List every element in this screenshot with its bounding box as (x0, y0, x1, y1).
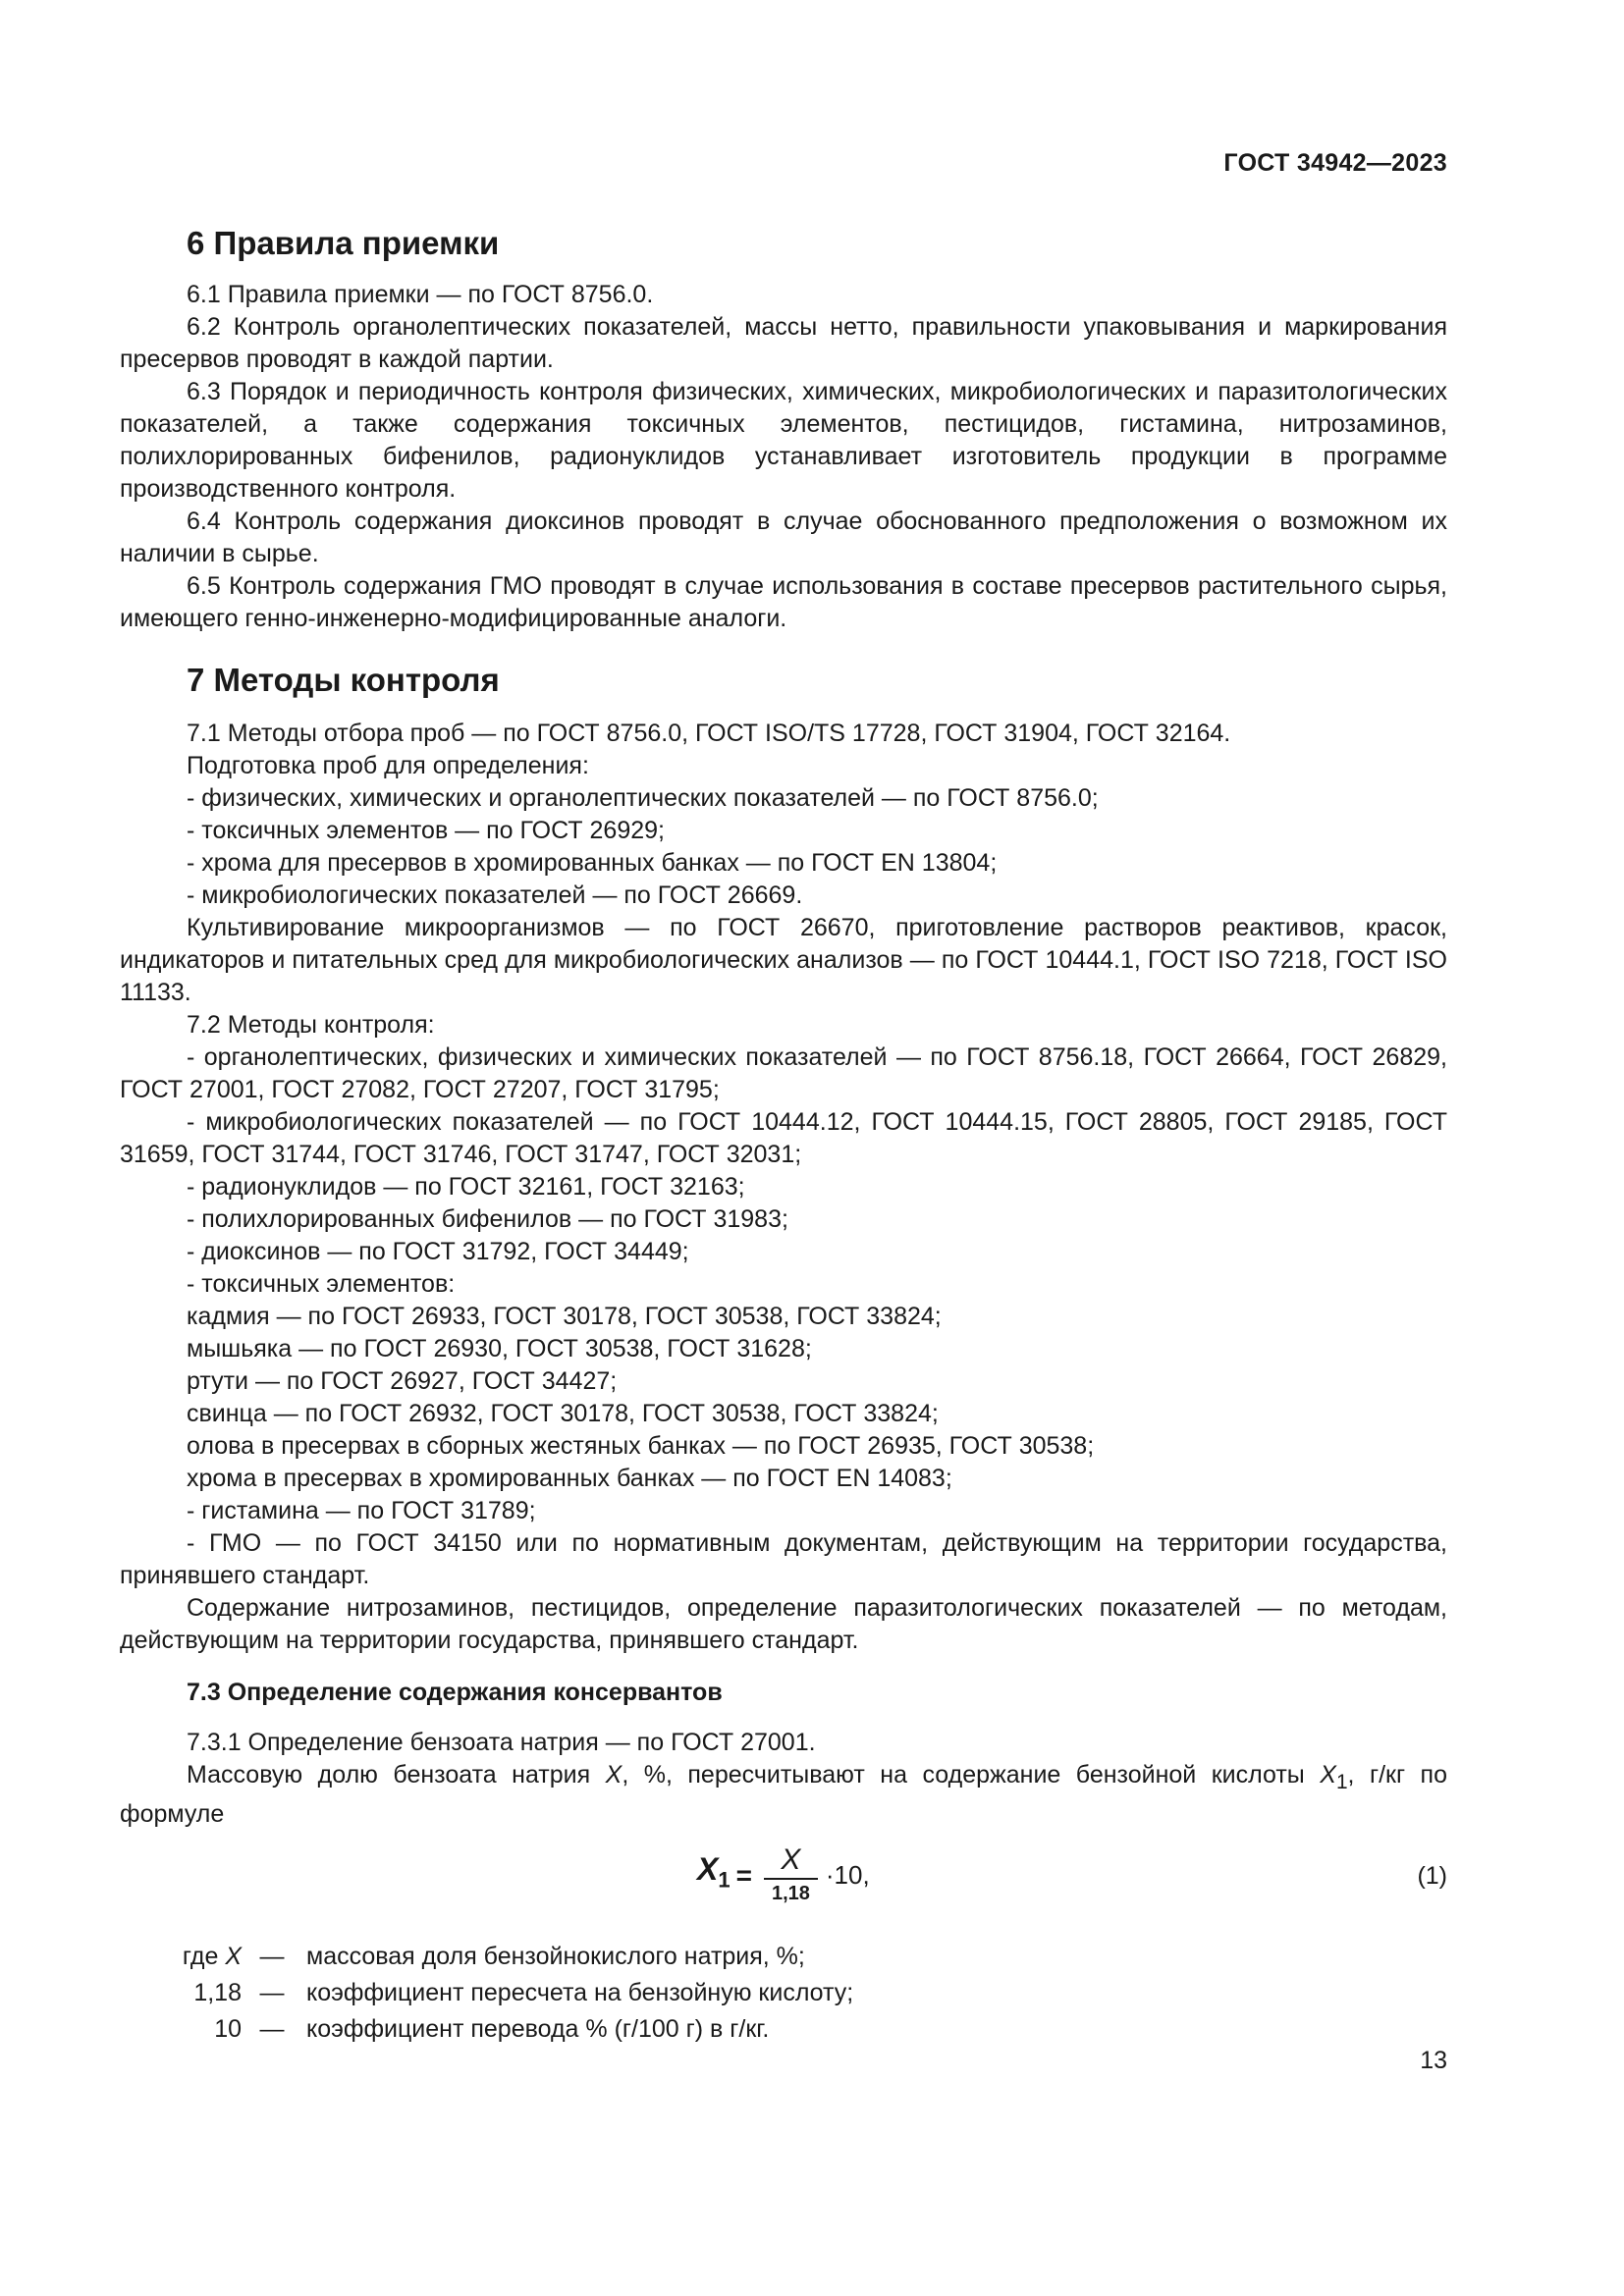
where-dash: — (259, 2015, 285, 2043)
where-list (120, 1941, 1447, 2046)
organoleptic-methods: - органолептических, физических и химических показателей — по ГОСТ 8756.18, ГОСТ 26664, ГОСТ 26829, ГОСТ 27001, ГОСТ 27082, ГОСТ 27207, ГОСТ 31795; (120, 1043, 1447, 1103)
paragraph-6-3: 6.3 Порядок и периодичность контроля физических, химических, микробиологических и паразитологических показателей, а также содержания токсичных элементов, пестицидов, гистамина, нитрозаминов, полихлорированных бифенилов, радионуклидов устанавливает изготовитель продукции в программе производственного контроля. (120, 378, 1447, 503)
mass-fraction-paragraph: Массовую долю бензоата натрия X, %, пересчитывают на содержание бензойной кислоты $X_1$, г/кг по формуле (120, 1761, 1448, 1828)
formula-lhs: $X_1$ (697, 1851, 731, 1893)
list-item: свинца — по ГОСТ 26932, ГОСТ 30178, ГОСТ 30538, ГОСТ 33824; (187, 1400, 939, 1427)
cultivation-paragraph: Культивирование микроорганизмов — по ГОСТ 26670, приготовление растворов реактивов, красок, индикаторов и питательных сред для микробиологических анализов — по ГОСТ 10444.1, ГОСТ ISO 7218, ГОСТ ISO 11133. (120, 914, 1447, 1006)
paragraph-6-1: 6.1 Правила приемки — по ГОСТ 8756.0. (187, 281, 654, 308)
formula-equals: = (735, 1859, 752, 1891)
formula-number: (1) (1417, 1862, 1447, 1890)
formula-denominator: 1,18 (764, 1878, 818, 1907)
formula-multiplier: ·10, (825, 1859, 870, 1890)
where-description: коэффициент перевода % (г/100 г) в г/кг. (306, 2015, 770, 2043)
paragraph-6-2: 6.2 Контроль органолептических показателей, массы нетто, правильности упаковывания и маркирования пресервов проводят в каждой партии. (120, 313, 1447, 373)
where-description: массовая доля бензойнокислого натрия, %; (306, 1943, 805, 1970)
paragraph-7-3-1: 7.3.1 Определение бензоата натрия — по ГОСТ 27001. (187, 1729, 816, 1756)
list-item: - полихлорированных бифенилов — по ГОСТ 31983; (187, 1205, 788, 1233)
where-symbol: где X (182, 1943, 242, 1970)
list-item: - хрома для пресервов в хромированных банках — по ГОСТ EN 13804; (187, 849, 998, 877)
paragraph-7-2: 7.2 Методы контроля: (187, 1011, 435, 1039)
list-item: - токсичных элементов: (187, 1270, 456, 1298)
list-item: ртути — по ГОСТ 26927, ГОСТ 34427; (187, 1367, 618, 1395)
section-7-title: 7 Методы контроля (187, 662, 500, 698)
formula-numerator: X (781, 1843, 801, 1876)
list-item: - гистамина — по ГОСТ 31789; (187, 1497, 536, 1524)
list-item: - радионуклидов — по ГОСТ 32161, ГОСТ 32163; (187, 1173, 745, 1201)
list-item: - токсичных элементов — по ГОСТ 26929; (187, 817, 665, 844)
where-dash: — (259, 1979, 285, 2006)
list-item: олова в пресервах в сборных жестяных банках — по ГОСТ 26935, ГОСТ 30538; (187, 1432, 1095, 1460)
list-item: - микробиологических показателей — по ГОСТ 26669. (187, 881, 803, 909)
microbio-methods: - микробиологических показателей — по ГОСТ 10444.12, ГОСТ 10444.15, ГОСТ 28805, ГОСТ 29185, ГОСТ 31659, ГОСТ 31744, ГОСТ 31746, ГОСТ 31747, ГОСТ 32031; (120, 1108, 1447, 1168)
page-number: 13 (1420, 2047, 1447, 2074)
paragraph-6-5: 6.5 Контроль содержания ГМО проводят в случае использования в составе пресервов растительного сырья, имеющего генно-инженерно-модифицированные аналоги. (120, 572, 1447, 632)
where-description: коэффициент пересчета на бензойную кислоту; (306, 1979, 854, 2006)
section-6-title: 6 Правила приемки (187, 225, 500, 261)
list-item: мышьяка — по ГОСТ 26930, ГОСТ 30538, ГОСТ 31628; (187, 1335, 812, 1362)
paragraph-6-4: 6.4 Контроль содержания диоксинов проводят в случае обоснованного предположения о возможном их наличии в сырье. (120, 507, 1447, 567)
gmo-methods: - ГМО — по ГОСТ 34150 или по нормативным документам, действующим на территории государства, принявшего стандарт. (120, 1529, 1447, 1589)
list-item: хрома в пресервах в хромированных банках — по ГОСТ EN 14083; (187, 1465, 952, 1492)
paragraph-7-1: 7.1 Методы отбора проб — по ГОСТ 8756.0, ГОСТ ISO/TS 17728, ГОСТ 31904, ГОСТ 32164. (187, 720, 1231, 747)
list-item: кадмия — по ГОСТ 26933, ГОСТ 30178, ГОСТ 30538, ГОСТ 33824; (187, 1303, 942, 1330)
nitrosamines-paragraph: Содержание нитрозаминов, пестицидов, определение паразитологических показателей — по методам, действующим на территории государства, принявшего стандарт. (120, 1594, 1447, 1654)
standard-header: ГОСТ 34942—2023 (1223, 149, 1447, 177)
where-symbol: 10 (214, 2015, 242, 2043)
formula-fraction (764, 1842, 818, 1907)
where-dash: — (259, 1943, 285, 1970)
prep-intro: Подготовка проб для определения: (187, 752, 589, 779)
subsection-7-3-title: 7.3 Определение содержания консервантов (187, 1679, 723, 1706)
page-content (120, 224, 1447, 2046)
formula-expression (697, 1842, 870, 1907)
formula-1 (120, 1839, 1447, 1923)
list-item: - диоксинов — по ГОСТ 31792, ГОСТ 34449; (187, 1238, 689, 1265)
where-symbol: 1,18 (193, 1979, 242, 2006)
list-item: - физических, химических и органолептических показателей — по ГОСТ 8756.0; (187, 784, 1099, 812)
